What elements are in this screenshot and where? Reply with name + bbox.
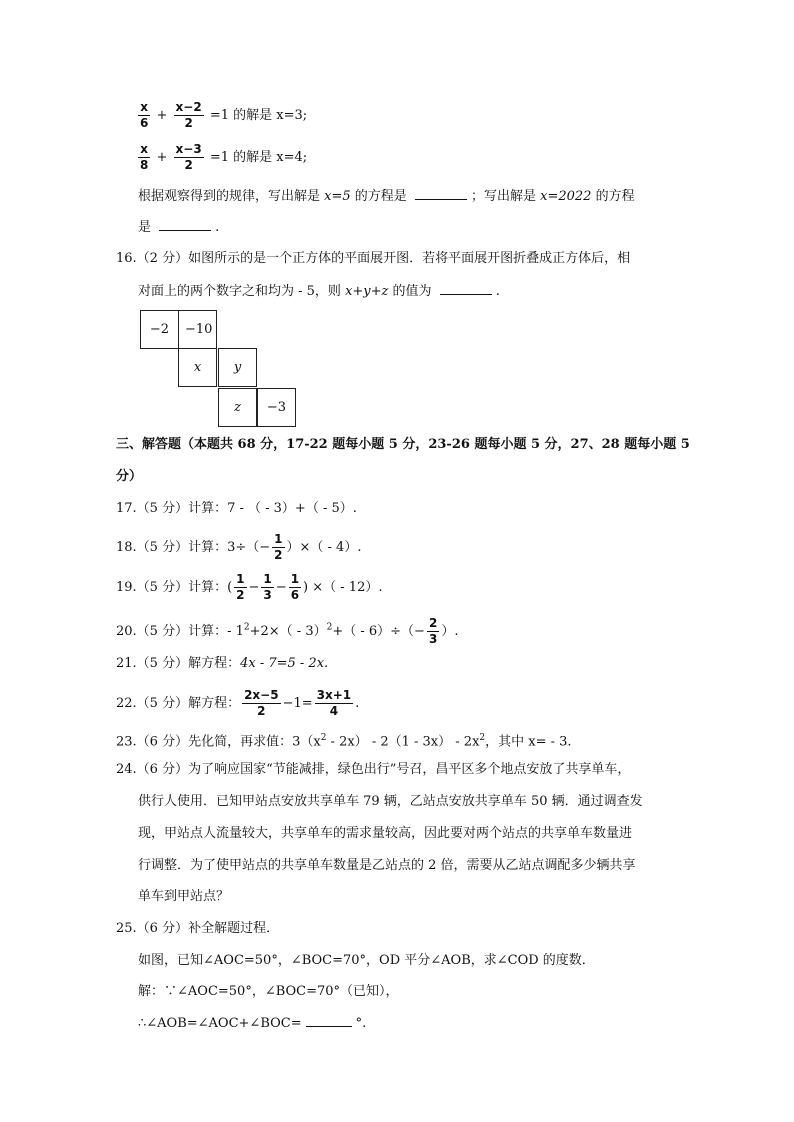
- q16-line-1: 16.（2 分）如图所示的是一个正方体的平面展开图．若将平面展开图折叠成正方体后，相: [116, 251, 631, 266]
- cube-face: x: [178, 348, 217, 387]
- question-25-line-3: 解：∵∠AOC=50°，∠BOC=70°（已知），: [138, 984, 399, 999]
- fraction: $\frac{1}{3}$: [263, 572, 272, 602]
- section-heading-cont: 分）: [116, 469, 143, 484]
- equation-example-2: $\frac{x}{8}$ + $\frac{x-3}{2}$ =1 的解是 x=4;: [140, 142, 308, 172]
- cube-face: −2: [140, 310, 179, 349]
- q15-line-1: 根据观察得到的规律，写出解是 x=5 的方程是 ；写出解是 x=2022 的方程: [138, 189, 635, 204]
- question-24-line-5: 单车到甲站点？: [138, 889, 230, 904]
- answer-blank[interactable]: [306, 1014, 352, 1027]
- cube-face: z: [218, 388, 257, 427]
- section-heading: 三、解答题（本题共 68 分，17-22 题每小题 5 分，23-26 题每小题 5 分，27、28 题每小题 5: [116, 437, 690, 452]
- fraction: $\frac{x}{6}$: [140, 100, 149, 130]
- question-25-line-4: ∴∠AOB=∠AOC+∠BOC= °.: [138, 1016, 367, 1031]
- question-21: 21.（5 分）解方程：4x - 7=5 - 2x.: [116, 656, 329, 671]
- fraction: $\frac{1}{6}$: [290, 572, 300, 602]
- fraction: $\frac{x}{8}$: [140, 142, 149, 172]
- question-18: 18.（5 分）计算：3÷（− $\frac{1}{2}$ ）×（ - 4）.: [116, 532, 362, 562]
- question-20: 20.（5 分）计算：- $1^2+2\times( - 3)^2+( - 6)\div(-$ $\frac{2}{3}$ ）.: [116, 616, 459, 646]
- fraction: $\frac{1}{2}$: [274, 532, 283, 562]
- question-25-line-2: 如图，已知∠AOC=50°，∠BOC=70°，OD 平分∠AOB，求∠COD 的度数．: [138, 953, 595, 968]
- question-24-line-4: 行调整．为了使甲站点的共享单车数量是乙站点的 2 倍，需要从乙站点调配多少辆共享: [138, 858, 636, 873]
- cube-face: y: [218, 348, 257, 387]
- fraction: $\frac{2}{3}$: [428, 616, 438, 646]
- question-24-line-3: 现，甲站点人流量较大，共享单车的需求量较高，因此要对两个站点的共享单车数量进: [138, 826, 633, 841]
- equation-example-1: $\frac{x}{6}$ + $\frac{x-2}{2}$ =1 的解是 x=3;: [140, 100, 308, 130]
- answer-blank[interactable]: [440, 282, 492, 295]
- cube-face: −3: [257, 388, 296, 427]
- question-24-line-2: 供行人使用．已知甲站点安放共享单车 79 辆，乙站点安放共享单车 50 辆．通过调查发: [138, 794, 643, 809]
- q16-line-2: 对面上的两个数字之和均为 - 5，则 x+y+z 的值为 .: [138, 284, 500, 299]
- fraction: $\frac{x-3}{2}$: [175, 142, 202, 172]
- question-23: 23.（6 分）先化简，再求值：$3(x^2 - 2x) - 2(1 - 3x) - 2x^2$，其中 x= - 3.: [116, 733, 572, 750]
- q15-line-2: 是 .: [138, 220, 220, 235]
- fraction: $\frac{x-2}{2}$: [175, 100, 202, 130]
- question-17: 17.（5 分）计算：7 - （ - 3）+（ - 5）.: [116, 501, 357, 516]
- answer-blank[interactable]: [415, 187, 467, 200]
- question-25-line-1: 25.（6 分）补全解题过程．: [116, 921, 280, 936]
- fraction: $\frac{3x+1}{4}$: [316, 688, 352, 718]
- fraction: $\frac{1}{2}$: [236, 572, 245, 602]
- question-19: 19.（5 分）计算：( $\frac{1}{2}$ − $\frac{1}{3}$ − $\frac{1}{6}$ ) ×（ - 12）.: [116, 572, 383, 602]
- fraction: $\frac{2x-5}{2}$: [244, 688, 279, 718]
- answer-blank[interactable]: [159, 218, 211, 231]
- cube-face: −10: [178, 310, 217, 349]
- question-22: 22.（5 分）解方程： $\frac{2x-5}{2}$ −1= $\frac{3x+1}{4}$ .: [116, 688, 360, 718]
- question-24-line-1: 24.（6 分）为了响应国家“节能减排，绿色出行”号召，昌平区多个地点安放了共享单车，: [116, 762, 631, 777]
